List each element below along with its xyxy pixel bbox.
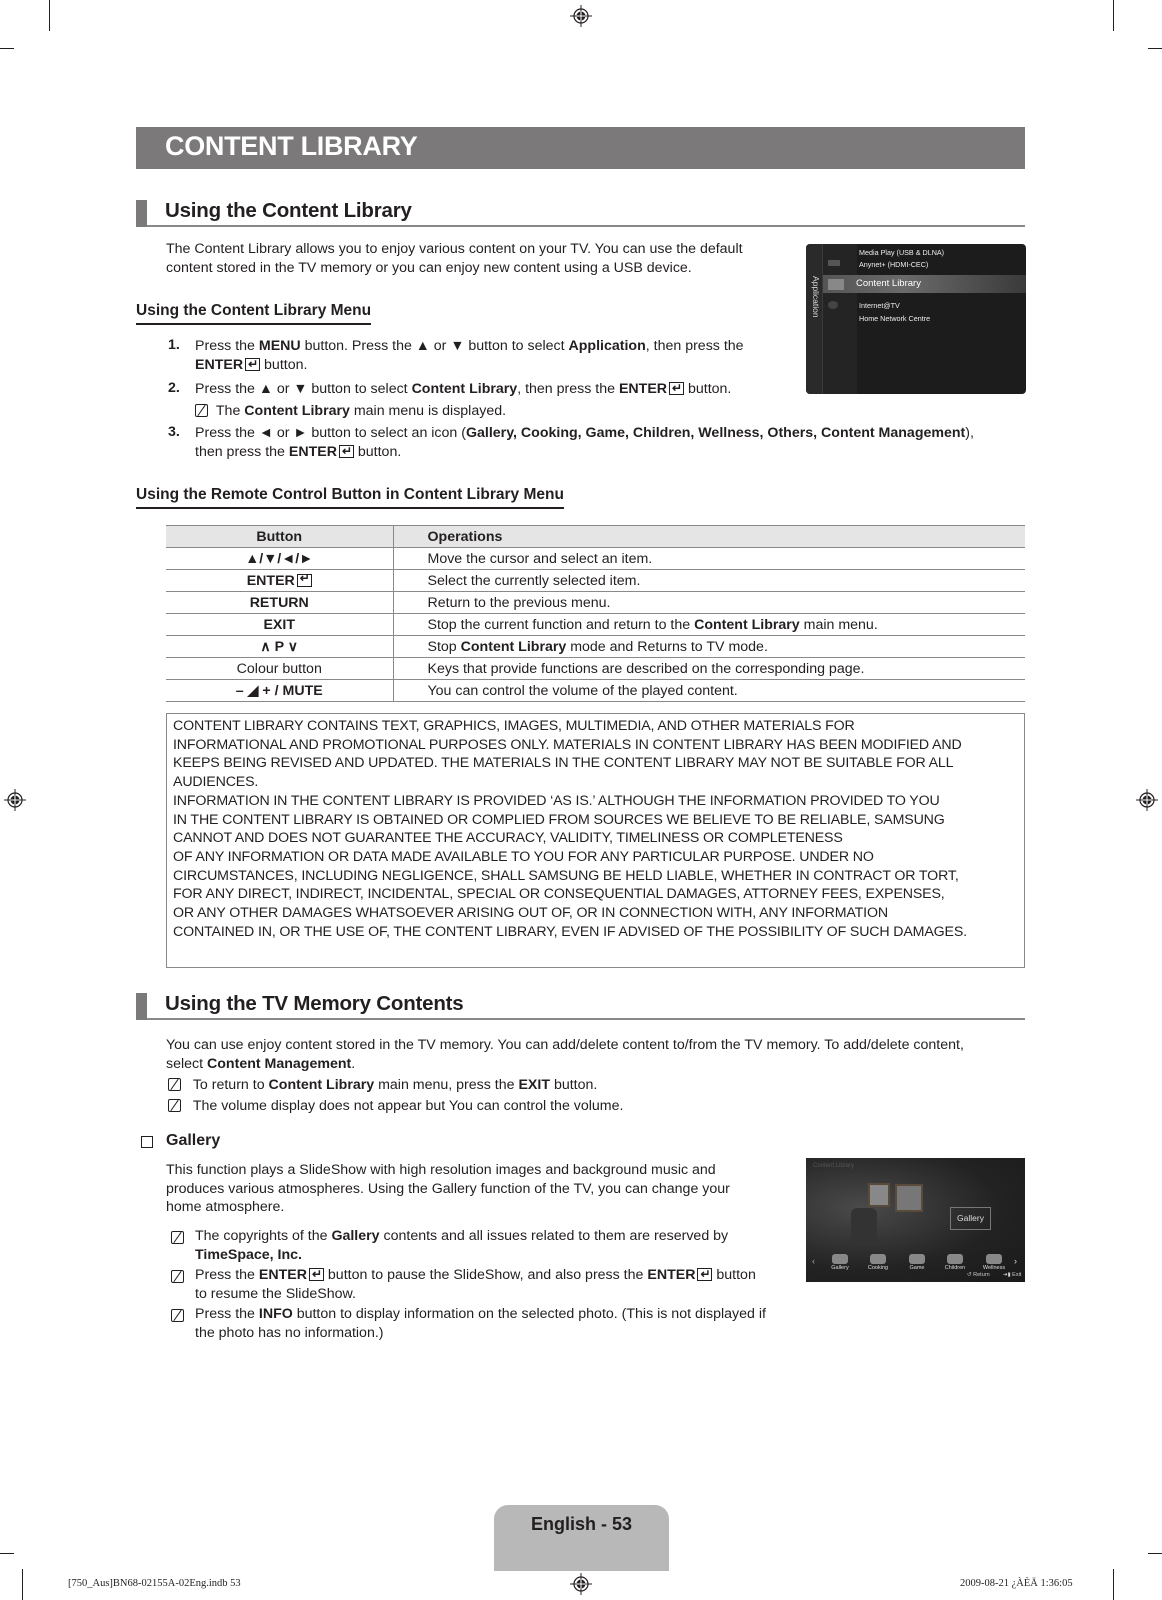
anynet-icon <box>828 260 840 266</box>
registration-mark-icon <box>4 789 26 811</box>
tv-menu-item-selected <box>823 275 1026 293</box>
chevron-left-icon: ‹ <box>812 1256 815 1266</box>
note-icon <box>195 404 208 417</box>
note-icon <box>168 1099 181 1112</box>
gallery-icon: Gallery <box>822 1254 858 1271</box>
enter-icon <box>339 445 354 458</box>
tv-menu-screenshot <box>806 244 1026 394</box>
print-slug-right: 2009-08-21 ¿ÀÈÄ 1:36:05 <box>960 1578 1073 1589</box>
chevron-right-icon: › <box>1014 1256 1017 1266</box>
table-header-button: Button <box>166 526 393 548</box>
table-cell-button: ▲/▼/◄/► <box>166 548 393 570</box>
table-cell-op: Select the currently selected item. <box>393 570 1025 592</box>
page-number: English - 53 <box>530 1514 633 1534</box>
crop-mark <box>0 48 14 49</box>
heading-bar <box>136 200 147 227</box>
gallery-description <box>166 1161 730 1217</box>
remote-button-table <box>166 525 1025 702</box>
tv-menu-item: Media Play (USB & DLNA) <box>859 248 945 257</box>
disclaimer-line: KEEPS BEING REVISED AND UPDATED. THE MATERIALS IN THE CONTENT LIBRARY MAY NOT BE SUITABLE FOR ALL <box>173 755 954 772</box>
note-icon <box>171 1309 184 1322</box>
memory-intro-line: You can use enjoy content stored in the TV memory. You can add/delete content to/from the TV memory. To add/delete content, <box>166 1037 964 1053</box>
disclaimer-box <box>166 713 1025 968</box>
gallery-desc-line: home atmosphere. <box>166 1199 285 1215</box>
tv-gallery-exit: ➔▮ Exit <box>1003 1272 1022 1278</box>
tv-menu-item: Home Network Centre <box>859 314 931 323</box>
step-3: Press the ◄ or ► button to select an icon (Gallery, Cooking, Game, Children, Wellness, Others, Content Management), then press the ENTER↵ button. <box>195 424 974 461</box>
enter-icon <box>669 382 684 395</box>
registration-mark-icon <box>570 1573 592 1595</box>
intro-paragraph <box>166 240 743 277</box>
children-icon: Children <box>937 1254 973 1271</box>
disclaimer-line: IN THE CONTENT LIBRARY IS OBTAINED OR COMPLIED FROM SOURCES WE BELIEVE TO BE RELIABLE, SAMSUNG <box>173 811 945 828</box>
tv-gallery-screenshot <box>806 1158 1025 1282</box>
note-icon <box>171 1231 184 1244</box>
tv-gallery-icons <box>806 1254 1025 1270</box>
internet-icon <box>828 301 838 309</box>
wellness-icon: Wellness <box>976 1254 1012 1271</box>
table-cell-button: Colour button <box>166 658 393 680</box>
note: The volume display does not appear but You can control the volume. <box>168 1097 623 1116</box>
checkbox-bullet-icon <box>141 1136 153 1148</box>
table-header-operations: Operations <box>393 526 1025 548</box>
table-row <box>166 636 1025 658</box>
page-title-bar <box>136 127 1025 169</box>
enter-icon <box>309 1268 324 1281</box>
enter-icon <box>297 574 312 587</box>
tv-menu-side-label: Application <box>811 276 821 318</box>
crop-mark <box>0 1553 14 1554</box>
table-cell-button: ENTER↵ <box>166 570 393 592</box>
disclaimer-line: CIRCUMSTANCES, INCLUDING NEGLIGENCE, SHALL SAMSUNG BE HELD LIABLE, WHETHER IN CONTRACT OR TORT, <box>173 867 959 884</box>
tv-gallery-title: Content Library <box>813 1163 855 1169</box>
table-cell-op: Keys that provide functions are described on the corresponding page. <box>393 658 1025 680</box>
note: To return to Content Library main menu, press the EXIT button. <box>168 1076 597 1095</box>
table-row <box>166 548 1025 570</box>
subheading-remote: Using the Remote Control Button in Content Library Menu <box>136 486 564 509</box>
tv-gallery-return: ↺ Return <box>967 1272 990 1278</box>
picture-frame-icon <box>868 1183 890 1207</box>
table-cell-button: ∧ P ∨ <box>166 636 393 658</box>
print-slug-left: [750_Aus]BN68-02155A-02Eng.indb 53 <box>68 1578 241 1589</box>
disclaimer-line: FOR ANY DIRECT, INDIRECT, INCIDENTAL, SPECIAL OR CONSEQUENTIAL DAMAGES, ATTORNEY FEES, EXPENSES, <box>173 886 945 903</box>
gallery-note-2: Press the ENTER↵ button to pause the SlideShow, and also press the ENTER↵ button to resume the SlideShow. <box>195 1266 756 1303</box>
note-icon <box>171 1270 184 1283</box>
crop-mark <box>1148 1553 1162 1554</box>
enter-icon <box>245 358 260 371</box>
intro-line: content stored in the TV memory or you can enjoy new content using a USB device. <box>166 259 692 276</box>
tv-menu-icon-column <box>823 244 857 394</box>
note-icon <box>168 1078 181 1091</box>
tv-menu-item: Internet@TV <box>859 301 900 310</box>
table-cell-op: Stop the current function and return to the Content Library main menu. <box>393 614 1025 636</box>
disclaimer-line: CONTAINED IN, OR THE USE OF, THE CONTENT LIBRARY, EVEN IF ADVISED OF THE POSSIBILITY OF SUCH DAMAGES. <box>173 923 967 940</box>
step-2: Press the ▲ or ▼ button to select Content Library, then press the ENTER↵ button. The Content Library main menu is displayed. <box>195 380 731 420</box>
gallery-heading: Gallery <box>166 1132 221 1149</box>
disclaimer-line: AUDIENCES. <box>173 774 259 791</box>
enter-icon <box>697 1268 712 1281</box>
disclaimer-line: CANNOT AND DOES NOT GUARANTEE THE ACCURACY, VALIDITY, TIMELINESS OR COMPLETENESS <box>173 830 843 847</box>
tv-gallery-label: Gallery <box>950 1207 991 1230</box>
gallery-desc-line: This function plays a SlideShow with high resolution images and background music and <box>166 1162 716 1178</box>
page-title: CONTENT LIBRARY <box>165 131 418 161</box>
memory-intro: You can use enjoy content stored in the TV memory. You can add/delete content to/from the TV memory. To add/delete content, select Content Management. <box>166 1037 964 1072</box>
step-1: Press the MENU button. Press the ▲ or ▼ button to select Application, then press the ENTER↵ button. <box>195 337 744 374</box>
disclaimer-line: OR ANY OTHER DAMAGES WHATSOEVER ARISING OUT OF, OR IN CONNECTION WITH, ANY INFORMATION <box>173 905 888 922</box>
picture-frame-icon <box>895 1184 923 1212</box>
table-row <box>166 592 1025 614</box>
subheading-menu: Using the Content Library Menu <box>136 302 371 325</box>
crop-mark <box>1113 1569 1114 1600</box>
disclaimer-line: INFORMATIONAL AND PROMOTIONAL PURPOSES ONLY. MATERIALS IN CONTENT LIBRARY HAS BEEN MODIFIED AND <box>173 736 962 753</box>
step-number: 2. <box>168 380 180 396</box>
step-number: 1. <box>168 337 180 353</box>
table-row <box>166 570 1025 592</box>
tv-menu-selected-label: Content Library <box>856 278 921 289</box>
registration-mark-icon <box>1136 789 1158 811</box>
table-cell-button: EXIT <box>166 614 393 636</box>
gallery-desc-line: produces various atmospheres. Using the Gallery function of the TV, you can change your <box>166 1180 730 1197</box>
page-number-tab <box>494 1505 669 1571</box>
disclaimer-line: OF ANY INFORMATION OR DATA MADE AVAILABLE TO YOU FOR ANY PARTICULAR PURPOSE. UNDER NO <box>173 848 874 865</box>
table-row <box>166 680 1025 702</box>
table-cell-op: Move the cursor and select an item. <box>393 548 1025 570</box>
crop-mark <box>49 0 50 31</box>
table-cell-button: RETURN <box>166 592 393 614</box>
table-row <box>166 614 1025 636</box>
crop-mark <box>22 1569 23 1600</box>
table-cell-button: – ◢ + / MUTE <box>166 680 393 702</box>
content-library-icon <box>828 279 844 290</box>
intro-line: The Content Library allows you to enjoy various content on your TV. You can use the default <box>166 241 743 257</box>
cooking-icon: Cooking <box>860 1254 896 1271</box>
section-heading-text: Using the TV Memory Contents <box>165 992 464 1015</box>
table-header-row <box>166 526 1025 548</box>
crop-mark <box>1113 0 1114 31</box>
section-heading <box>136 991 1025 1020</box>
table-cell-op: Return to the previous menu. <box>393 592 1025 614</box>
crop-mark <box>1148 48 1162 49</box>
registration-mark-icon <box>570 5 592 27</box>
game-icon: Game <box>899 1254 935 1271</box>
gallery-note-1: The copyrights of the Gallery contents and all issues related to them are reserved by TimeSpace, Inc. <box>195 1228 729 1263</box>
section-heading-text: Using the Content Library <box>165 199 412 222</box>
tv-menu-side <box>806 244 823 394</box>
step-number: 3. <box>168 424 180 440</box>
chair-image <box>851 1208 877 1246</box>
table-cell-op: You can control the volume of the played content. <box>393 680 1025 702</box>
table-cell-op: Stop Content Library mode and Returns to TV mode. <box>393 636 1025 658</box>
heading-bar <box>136 993 147 1020</box>
section-heading <box>136 198 1025 227</box>
gallery-note-3: Press the INFO button to display information on the selected photo. (This is not displayed if the photo has no information.) <box>195 1306 766 1341</box>
table-row <box>166 658 1025 680</box>
disclaimer-line: CONTENT LIBRARY CONTAINS TEXT, GRAPHICS, IMAGES, MULTIMEDIA, AND OTHER MATERIALS FOR <box>173 718 855 734</box>
tv-menu-item: Anynet+ (HDMI-CEC) <box>859 260 929 269</box>
disclaimer-line: INFORMATION IN THE CONTENT LIBRARY IS PROVIDED ‘AS IS.’ ALTHOUGH THE INFORMATION PROVIDED TO YOU <box>173 792 940 809</box>
